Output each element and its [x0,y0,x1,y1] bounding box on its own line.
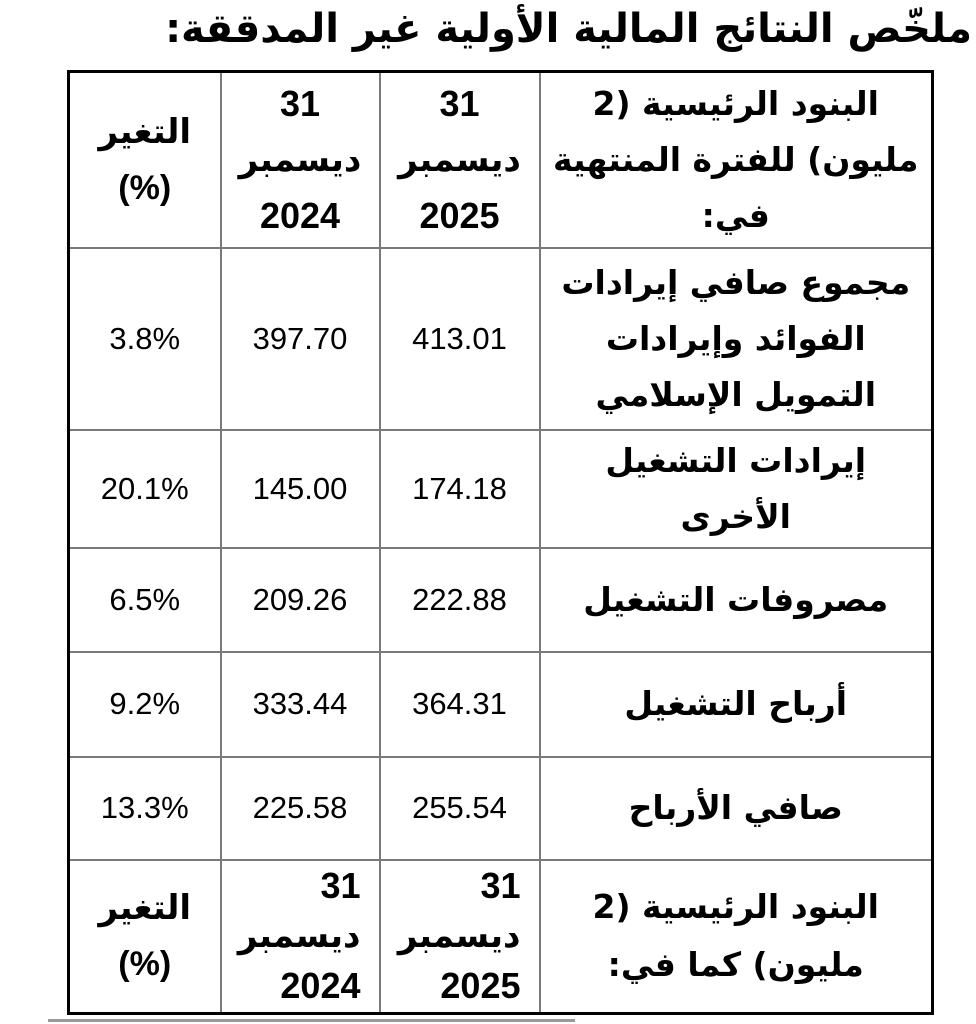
change-label: التغير [98,111,192,152]
value-2024: 145.00 [221,430,380,548]
change-value: 3.8% [69,248,221,430]
row-label: صافي الأرباح [540,757,933,860]
value-2025: 174.18 [380,430,540,548]
row-label: مصروفات التشغيل [540,548,933,652]
header-date-2025 [380,72,540,248]
table-footer-header-row [69,860,933,1014]
date-day: 31 [320,865,361,907]
footer-change-percent [69,860,221,1014]
value-2025: 413.01 [380,248,540,430]
change-unit: (%) [118,168,172,207]
row-label: أرباح التشغيل [540,652,933,757]
date-month: ديسمبر [237,916,361,957]
date-month: ديسمبر [397,916,521,957]
date-year: 2024 [280,965,361,1007]
cutoff-artifact-line [48,1019,575,1022]
date-day: 31 [439,82,480,124]
table-row [69,652,933,757]
header-items-label: البنود الرئيسية (2 مليون) للفترة المنتهية في: [540,72,933,248]
table-row [69,757,933,860]
change-label: التغير [98,888,192,929]
change-unit: (%) [118,945,172,984]
change-value: 13.3% [69,757,221,860]
header-change-percent [69,72,221,248]
change-value: 20.1% [69,430,221,548]
row-label: مجموع صافي إيرادات الفوائد وإيرادات التمويل الإسلامي [540,248,933,430]
change-value: 6.5% [69,548,221,652]
value-2025: 255.54 [380,757,540,860]
date-year: 2025 [440,965,521,1007]
header-date-2024 [221,72,380,248]
date-day: 31 [480,865,521,907]
footer-date-2025 [380,860,540,1014]
row-label: إيرادات التشغيل الأخرى [540,430,933,548]
value-2024: 333.44 [221,652,380,757]
value-2024: 225.58 [221,757,380,860]
page-title: ملخّص النتائج المالية الأولية غير المدققة: [165,6,972,52]
date-year: 2024 [259,194,341,236]
footer-date-2024 [221,860,380,1014]
table-row [69,248,933,430]
date-month: ديسمبر [238,139,362,180]
value-2025: 364.31 [380,652,540,757]
date-year: 2025 [419,194,500,236]
footer-items-label: البنود الرئيسية (2 مليون) كما في: [540,860,933,1014]
date-month: ديسمبر [398,139,521,180]
financial-summary-table [67,70,934,1015]
value-2024: 209.26 [221,548,380,652]
table-header-row [69,72,933,248]
table-row [69,548,933,652]
change-value: 9.2% [69,652,221,757]
value-2024: 397.70 [221,248,380,430]
value-2025: 222.88 [380,548,540,652]
date-day: 31 [279,82,321,124]
table-row [69,430,933,548]
